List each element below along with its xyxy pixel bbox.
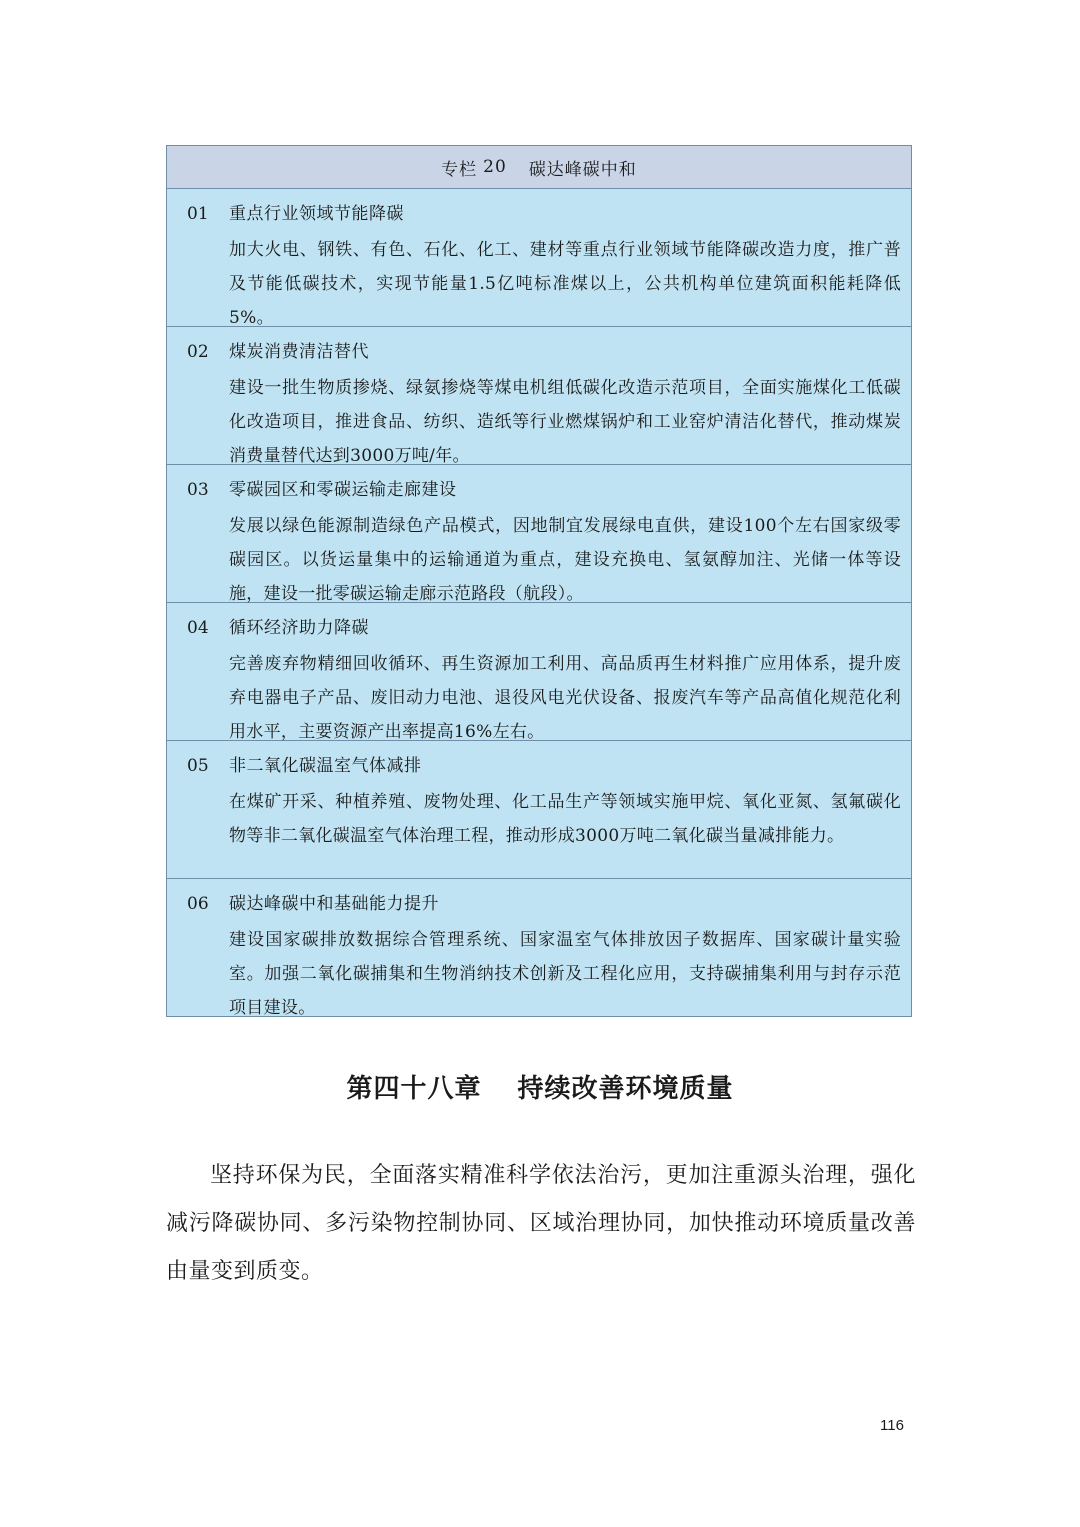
item-body: 加大火电、钢铁、有色、石化、化工、建材等重点行业领域节能降碳改造力度，推广普及节能低碳技术，实现节能量1.5亿吨标准煤以上，公共机构单位建筑面积能耗降低5%。	[229, 240, 901, 328]
column-label: 专栏	[441, 159, 478, 180]
item-title: 煤炭消费清洁替代	[229, 342, 369, 362]
item-number: 03	[187, 480, 209, 500]
column-item	[167, 189, 911, 327]
item-title: 循环经济助力降碳	[229, 618, 369, 638]
column-item	[167, 879, 911, 1016]
column-item	[167, 603, 911, 741]
item-body: 发展以绿色能源制造绿色产品模式，因地制宜发展绿电直供，建设100个左右国家级零碳园区。以货运量集中的运输通道为重点，建设充换电、氢氨醇加注、光储一体等设施，建设一批零碳运输走廊示范路段（航段）。	[229, 516, 901, 604]
item-title: 零碳园区和零碳运输走廊建设	[229, 480, 457, 500]
item-number: 01	[187, 204, 209, 224]
column-box	[166, 145, 912, 1017]
column-item	[167, 465, 911, 603]
item-body: 在煤矿开采、种植养殖、废物处理、化工品生产等领域实施甲烷、氧化亚氮、氢氟碳化物等非二氧化碳温室气体治理工程，推动形成3000万吨二氧化碳当量减排能力。	[229, 792, 901, 846]
item-title: 碳达峰碳中和基础能力提升	[229, 894, 439, 914]
item-body: 完善废弃物精细回收循环、再生资源加工利用、高品质再生材料推广应用体系，提升废弃电器电子产品、废旧动力电池、退役风电光伏设备、报废汽车等产品高值化规范化利用水平，主要资源产出率提高16%左右。	[229, 654, 901, 742]
column-item	[167, 327, 911, 465]
body-paragraph: 坚持环保为民，全面落实精准科学依法治污，更加注重源头治理，强化减污降碳协同、多污染物控制协同、区域治理协同，加快推动环境质量改善由量变到质变。	[166, 1163, 916, 1284]
page-number: 116	[880, 1417, 904, 1434]
item-body: 建设国家碳排放数据综合管理系统、国家温室气体排放因子数据库、国家碳计量实验室。加强二氧化碳捕集和生物消纳技术创新及工程化应用，支持碳捕集利用与封存示范项目建设。	[229, 930, 901, 1018]
item-number: 04	[187, 618, 209, 638]
item-number: 06	[187, 894, 209, 914]
column-header	[167, 146, 911, 189]
column-title: 碳达峰碳中和	[528, 159, 637, 180]
item-number: 02	[187, 342, 209, 362]
item-number: 05	[187, 756, 209, 776]
chapter-title: 持续改善环境质量	[517, 1074, 734, 1104]
column-number: 20	[483, 157, 507, 177]
item-title: 非二氧化碳温室气体减排	[229, 756, 422, 776]
chapter-heading	[0, 1068, 1080, 1105]
item-body: 建设一批生物质掺烧、绿氨掺烧等煤电机组低碳化改造示范项目，全面实施煤化工低碳化改造项目，推进食品、纺织、造纸等行业燃煤锅炉和工业窑炉清洁化替代，推动煤炭消费量替代达到3000万吨/年。	[229, 378, 901, 466]
column-item	[167, 741, 911, 879]
chapter-number: 第四十八章	[346, 1074, 482, 1104]
item-title: 重点行业领域节能降碳	[229, 204, 404, 224]
